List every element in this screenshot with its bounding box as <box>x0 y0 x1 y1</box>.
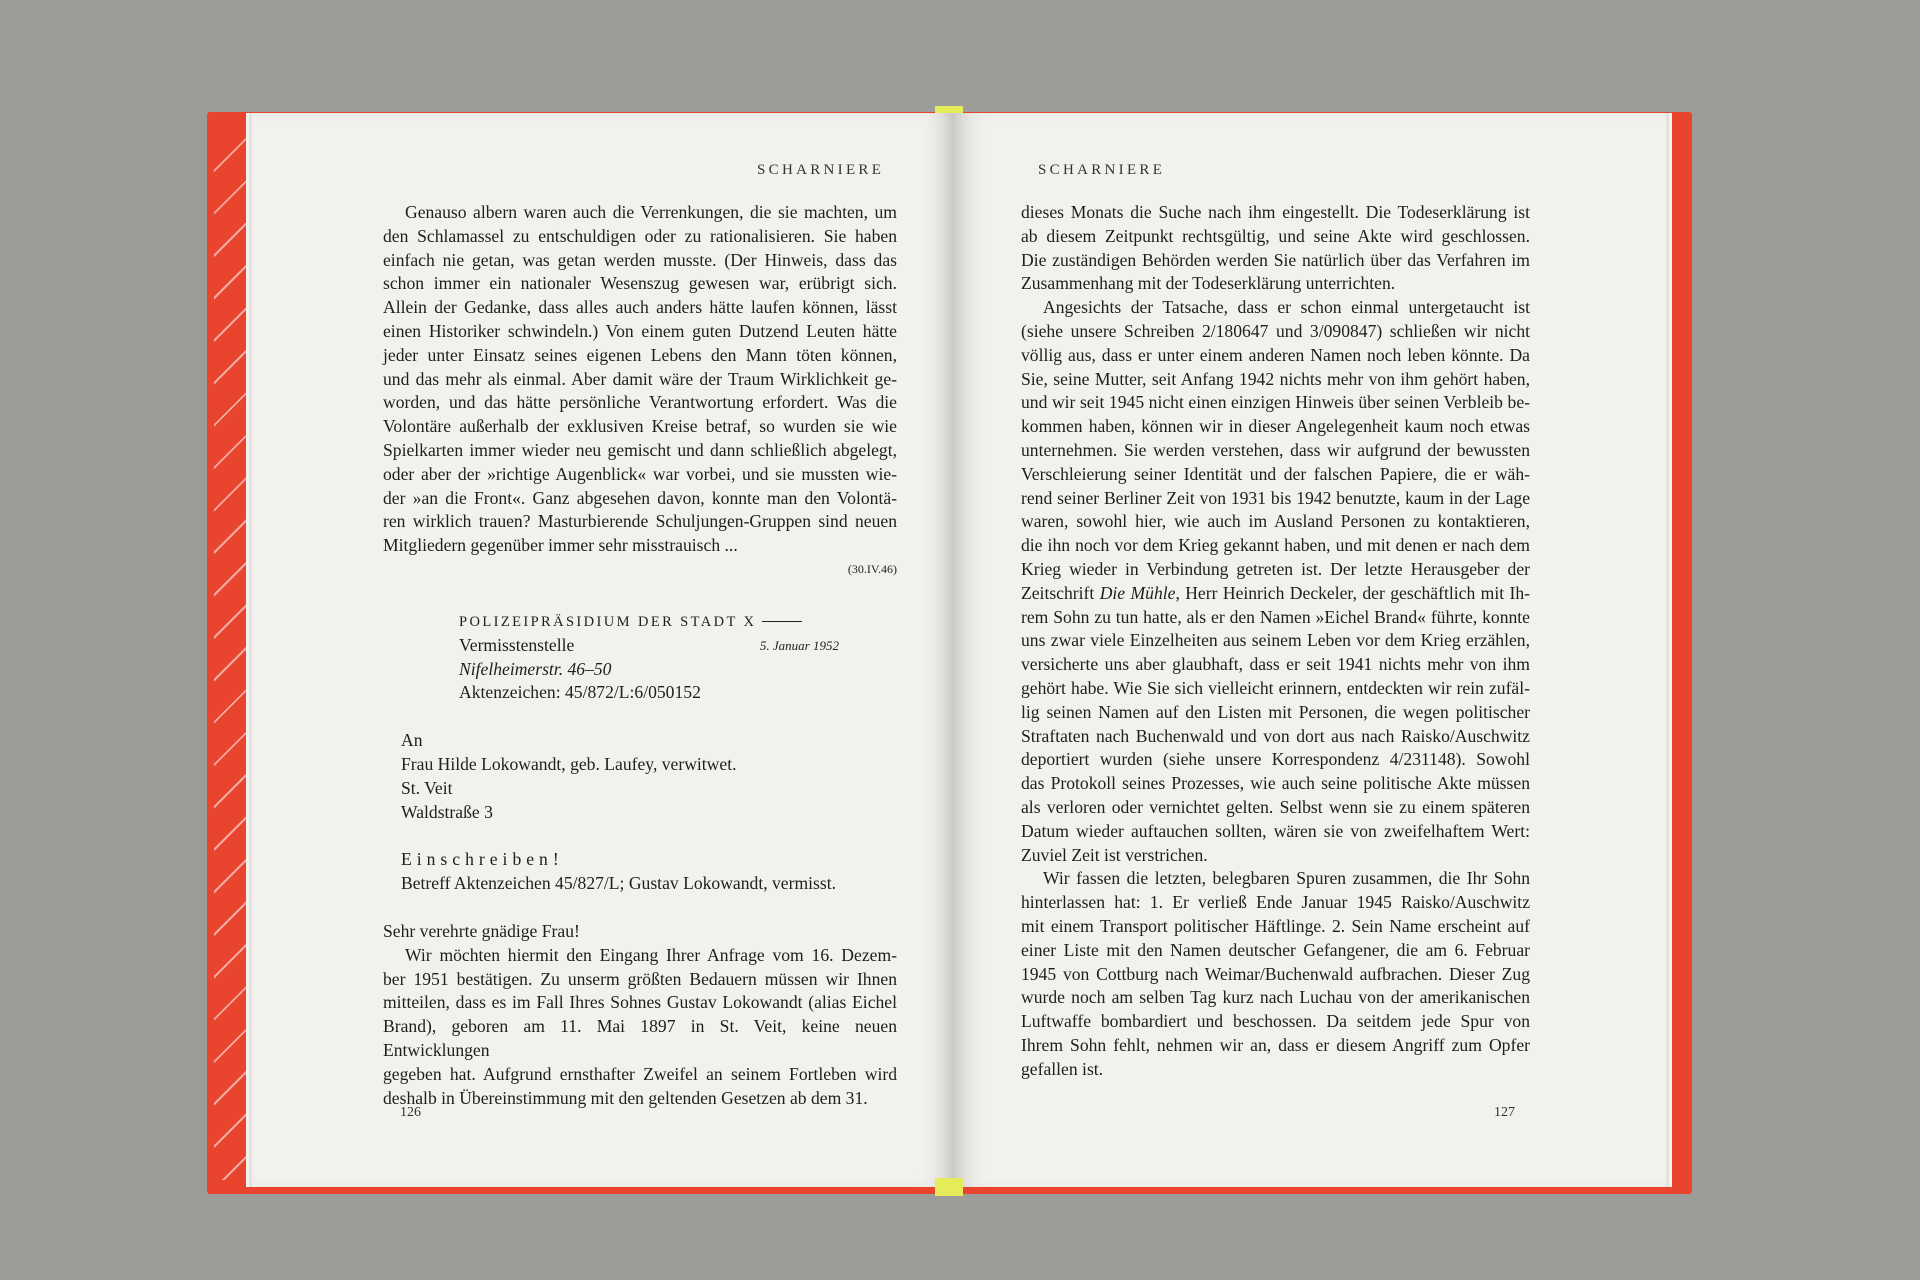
text-line: schon immer ein nationaler Wesenszug gewesen war, erübrigt sich. <box>383 273 897 294</box>
text-line: die ihn noch vor dem Krieg gekannt haben, und mit denen er nach dem <box>1021 535 1530 556</box>
subject-line: Betreff Aktenzeichen 45/827/L; Gustav Lokowandt, vermisst. <box>401 873 837 894</box>
text-line: völlig aus, dass er unter einem anderen Namen noch leben könnte. Da <box>1021 344 1530 365</box>
address-line: An <box>401 730 423 751</box>
text-line: Wir fassen die letzten, belegbaren Spuren zusammen, die Ihr Sohn <box>1043 868 1530 889</box>
address-line: St. Veit <box>401 777 453 798</box>
text-line: einer Liste mit den Namen deutscher Gefangener, die am 6. Februar <box>1021 939 1530 960</box>
letterhead <box>383 610 897 705</box>
address-block <box>383 729 897 824</box>
letterhead-title <box>459 610 897 634</box>
text-line: gegeben hat. Aufgrund ernsthafter Zweifel an seinem Fortleben wird <box>383 1063 897 1084</box>
paragraph-1 <box>1021 201 1530 296</box>
text-line: Die zuständigen Behörden werden Sie natürlich über das Verfahren im <box>1021 249 1530 270</box>
text-fragment: Zeitschrift <box>1021 582 1100 603</box>
text-line: und wir seit 1945 nicht einen einzigen Hinweis über seinen Verbleib be- <box>1021 392 1530 413</box>
text-line: Allein der Gedanke, dass alles auch anders hätte laufen können, lässt <box>383 297 897 318</box>
letterhead-file-ref: Aktenzeichen: 45/872/L:6/050152 <box>459 682 701 703</box>
text-line: das Protokoll seines Prozesses, wie auch seine politische Akte müssen <box>1021 773 1530 794</box>
text-line: hinterlassen hat: 1. Er verließ Ende Januar 1945 Raisko/Auschwitz <box>1021 892 1530 913</box>
signoff-date: (30.IV.46) <box>847 561 897 576</box>
text-line: einen Historiker schwindeln.) Von einem guten Dutzend Leuten hätte <box>383 320 897 341</box>
text-line: Verschleierung seiner Identität und der falschen Papiere, die er wäh- <box>1021 463 1530 484</box>
text-line: ab diesem Zeitpunkt rechtsgültig, und seine Akte wird geschlossen. <box>1021 225 1530 246</box>
text-fragment: , Herr Heinrich Deckeler, der geschäftlich mit Ih- <box>1175 582 1531 603</box>
text-line: einfach nie getan, was getan werden musste. (Der Hinweis, dass das <box>383 249 897 270</box>
text-line: lig seinen Namen auf den Listen mit Personen, die wegen politischer <box>1021 701 1530 722</box>
text-line: kommen haben, können wir in dieser Angelegenheit kaum noch etwas <box>1021 416 1530 437</box>
text-line: uns zwar viele Einzelheiten aus seinem Leben vor dem Krieg erzählen, <box>1021 630 1530 651</box>
text-line: Mitgliedern gegenüber immer sehr misstrauisch ... <box>383 535 738 556</box>
address-line: Waldstraße 3 <box>401 801 493 822</box>
text-line: Volontäre außerhalb der exklusiven Kreise betraf, so wurden sie wie <box>383 416 897 437</box>
text-line: gefallen ist. <box>1021 1058 1104 1079</box>
text-line: rem Sohn zu tun hatte, als er den Namen »Eichel Brand« führte, konnte <box>1021 606 1530 627</box>
page-number-left: 126 <box>400 1105 421 1120</box>
text-line: jeder unter Einsatz seines eigenen Lebens den Mann töten können, <box>383 344 897 365</box>
page-number-right: 127 <box>1494 1105 1515 1120</box>
text-line: der »an die Front«. Ganz abgesehen davon, konnte man den Volontä- <box>383 487 897 508</box>
registered-block <box>383 848 897 896</box>
letterhead-title-text: POLIZEIPRÄSIDIUM DER STADT X <box>459 613 757 630</box>
text-line: Wir möchten hiermit den Eingang Ihrer Anfrage vom 16. Dezem- <box>405 944 897 965</box>
text-line: Brand), geboren am 11. Mai 1897 in St. Veit, keine neuen Entwicklungen <box>383 1016 897 1060</box>
text-line: Sie, seine Mutter, seit Anfang 1942 nichts mehr von ihm gehört haben, <box>1021 368 1530 389</box>
letter-body <box>383 920 897 1110</box>
letterhead-row <box>459 634 897 658</box>
text-line: Zusammenhang mit der Todeserklärung unterrichten. <box>1021 273 1396 294</box>
opening-paragraph <box>383 201 897 558</box>
text-line: Datum wieder auftauchen sollten, wären sie von zweifelhaftem Wert: <box>1021 820 1530 841</box>
running-head-left: SCHARNIERE <box>757 162 885 178</box>
text-line: den Schlamassel zu entschuldigen oder zu rationalisieren. Sie haben <box>383 225 897 246</box>
text-line: Ihrem Sohn fehlt, nehmen wir an, dass er diesem Angriff zum Opfer <box>1021 1034 1530 1055</box>
text-line: rend seiner Berliner Zeit von 1931 bis 1942 benutzte, kaum in der Lage <box>1021 487 1530 508</box>
text-line: 1945 von Cottburg nach Weimar/Buchenwald aufbrachen. Dieser Zug <box>1021 963 1530 984</box>
salutation: Sehr verehrte gnädige Frau! <box>383 920 580 941</box>
magazine-title: Die Mühle <box>1099 582 1176 603</box>
text-line: mit einem Transport politischer Häftlinge. 2. Sein Name erscheint auf <box>1021 915 1530 936</box>
text-line: mitteilen, dass es im Fall Ihres Sohnes Gustav Lokowandt (alias Eichel <box>383 992 897 1013</box>
address-line: Frau Hilde Lokowandt, geb. Laufey, verwitwet. <box>401 753 737 774</box>
text-line: deshalb in Übereinstimmung mit den geltenden Gesetzen ab dem 31. <box>383 1087 868 1108</box>
text-line: versicherte uns aber glaubhaft, dass er seit 1941 nichts mehr von ihm <box>1021 654 1530 675</box>
text-line: ber 1951 bestätigen. Zu unserm größten Bedauern müssen wir Ihnen <box>383 968 897 989</box>
letterhead-street: Nifelheimerstr. 46–50 <box>459 658 612 679</box>
registered-mail-label: Einschreiben! <box>401 849 564 870</box>
text-line: wurde noch am selben Tag kurz nach Luchau von der amerikanischen <box>1021 987 1530 1008</box>
running-head-right: SCHARNIERE <box>1038 162 1166 178</box>
letterhead-rule <box>762 621 802 622</box>
text-line: dieses Monats die Suche nach ihm eingestellt. Die Todeserklärung ist <box>1021 202 1530 222</box>
cover-pattern <box>214 130 250 1180</box>
text-line: gehört habe. Wie Sie sich vielleicht erinnern, entdeckten wir rein zufäl- <box>1021 677 1530 698</box>
text-line: Straftaten nach Buchenwald und von dort aus nach Raisko/Auschwitz <box>1021 725 1530 746</box>
text-line: ren wirklich trauen? Masturbierende Schuljungen-Gruppen sind neuen <box>383 511 897 532</box>
text-line: (siehe unsere Schreiben 2/180647 und 3/090847) schließen wir nicht <box>1021 320 1530 341</box>
letterhead-date: 5. Januar 1952 <box>759 637 839 653</box>
text-line: oder aber der »richtige Augenblick« war vorbei, und sie mussten wie- <box>383 463 897 484</box>
text-line: deportiert wurden (siehe unsere Korrespondenz 4/231148). Sowohl <box>1021 749 1530 770</box>
text-line: und das mehr als einmal. Aber damit wäre der Traum Wirklichkeit ge- <box>383 368 897 389</box>
text-line: Zuviel Zeit ist verstrichen. <box>1021 844 1208 865</box>
text-line: waren, sowohl hier, wie auch im Ausland Personen zu kontaktieren, <box>1021 511 1530 532</box>
text-line <box>1021 582 1530 606</box>
text-line: Luftwaffe bombardiert und beschossen. Da seitdem jede Spur von <box>1021 1011 1530 1032</box>
right-page-text <box>1021 201 1530 1081</box>
text-line: unternehmen. Sie werden verstehen, dass wir aufgrund der bewussten <box>1021 439 1530 460</box>
text-line: Spielkarten immer wieder neu gemischt und dann schließlich abgelegt, <box>383 439 897 460</box>
text-line: worden, und das hätte persönliche Verantwortung erfordert. Was die <box>383 392 897 413</box>
text-line: als verloren oder vernichtet gelten. Selbst wenn sie zu einem späteren <box>1021 796 1530 817</box>
text-line: Genauso albern waren auch die Verrenkungen, die sie machten, um <box>405 202 897 222</box>
paragraph-2 <box>1021 296 1530 867</box>
text-line: Krieg wieder in Verbindung getreten ist. Der letzte Herausgeber der <box>1021 558 1530 579</box>
left-page-text <box>383 201 897 1110</box>
headband-bottom <box>935 1178 963 1196</box>
text-line: Angesichts der Tatsache, dass er schon einmal untergetaucht ist <box>1043 297 1530 318</box>
letterhead-department: Vermisstenstelle <box>459 634 575 655</box>
paragraph-3 <box>1021 867 1530 1081</box>
